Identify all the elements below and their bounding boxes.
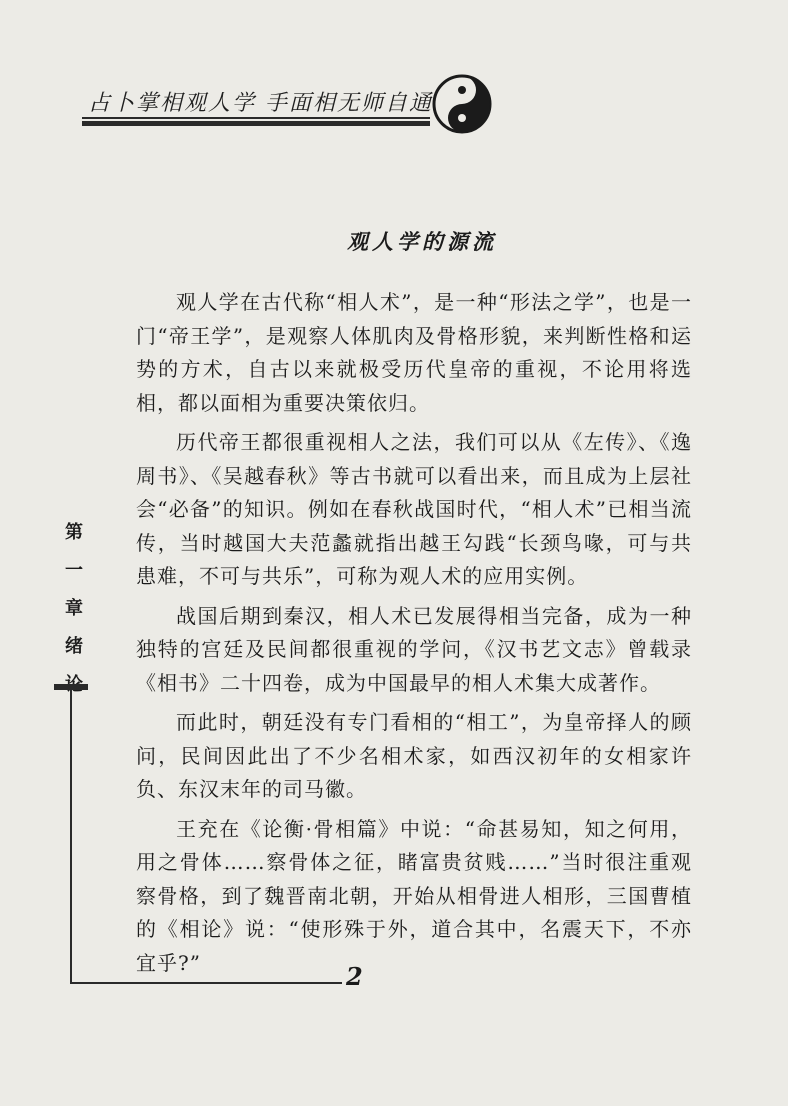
yin-yang-icon bbox=[430, 72, 494, 136]
paragraph: 而此时，朝廷没有专门看相的“相工”，为皇帝择人的顾问，民间因此出了不少名相术家，如西汉初年的女相家许负、东汉末年的司马徽。 bbox=[136, 710, 692, 801]
paragraph: 观人学在古代称“相人术”，是一种“形法之学”，也是一门“帝王学”，是观察人体肌肉及骨格形貌，来判断性格和运势的方术，自古以来就极受历代皇帝的重视，不论用将选相，都以面相为重要决策依归。 bbox=[136, 290, 692, 415]
chapter-label-char: 章 bbox=[65, 598, 83, 619]
header-rule bbox=[82, 117, 430, 119]
paragraph: 历代帝王都很重视相人之法，我们可以从《左传》、《逸周书》、《吴越春秋》等古书就可以看出来，而且成为上层社会“必备”的知识。例如在春秋战国时代，“相人术”已相当流传，当时越国大夫范蠡就指出越王勾践“长颈鸟喙，可与共患难，不可与共乐”，可称为观人术的应用实例。 bbox=[136, 430, 692, 588]
side-vertical-rule bbox=[70, 688, 72, 984]
chapter-label-char: 绪 bbox=[65, 636, 83, 657]
header-rule-thick bbox=[82, 121, 430, 126]
chapter-label-char: 一 bbox=[65, 560, 83, 581]
series-title: 占卜掌相观人学 手面相无师自通 bbox=[88, 91, 433, 116]
section-title: 观人学的源流 bbox=[347, 229, 497, 254]
body-text bbox=[136, 286, 692, 986]
chapter-label-char: 第 bbox=[65, 522, 83, 543]
paragraph: 战国后期到秦汉，相人术已发展得相当完备，成为一种独特的宫廷及民间都很重视的学问，《汉书艺文志》曾载录《相书》二十四卷，成为中国最早的相人术集大成著作。 bbox=[136, 603, 692, 695]
page-number: 2 bbox=[346, 962, 363, 991]
paragraph: 王充在《论衡·骨相篇》中说：“命甚易知，知之何用，用之骨体……察骨体之征，睹富贵贫贱……”当时很注重观察骨格，到了魏晋南北朝，开始从相骨进人相形，三国曹植的《相论》说：“使形殊于外，道合其中，名震天下，不亦宜乎?” bbox=[136, 816, 692, 975]
chapter-side-label bbox=[60, 514, 88, 704]
footer-rule bbox=[70, 982, 342, 984]
